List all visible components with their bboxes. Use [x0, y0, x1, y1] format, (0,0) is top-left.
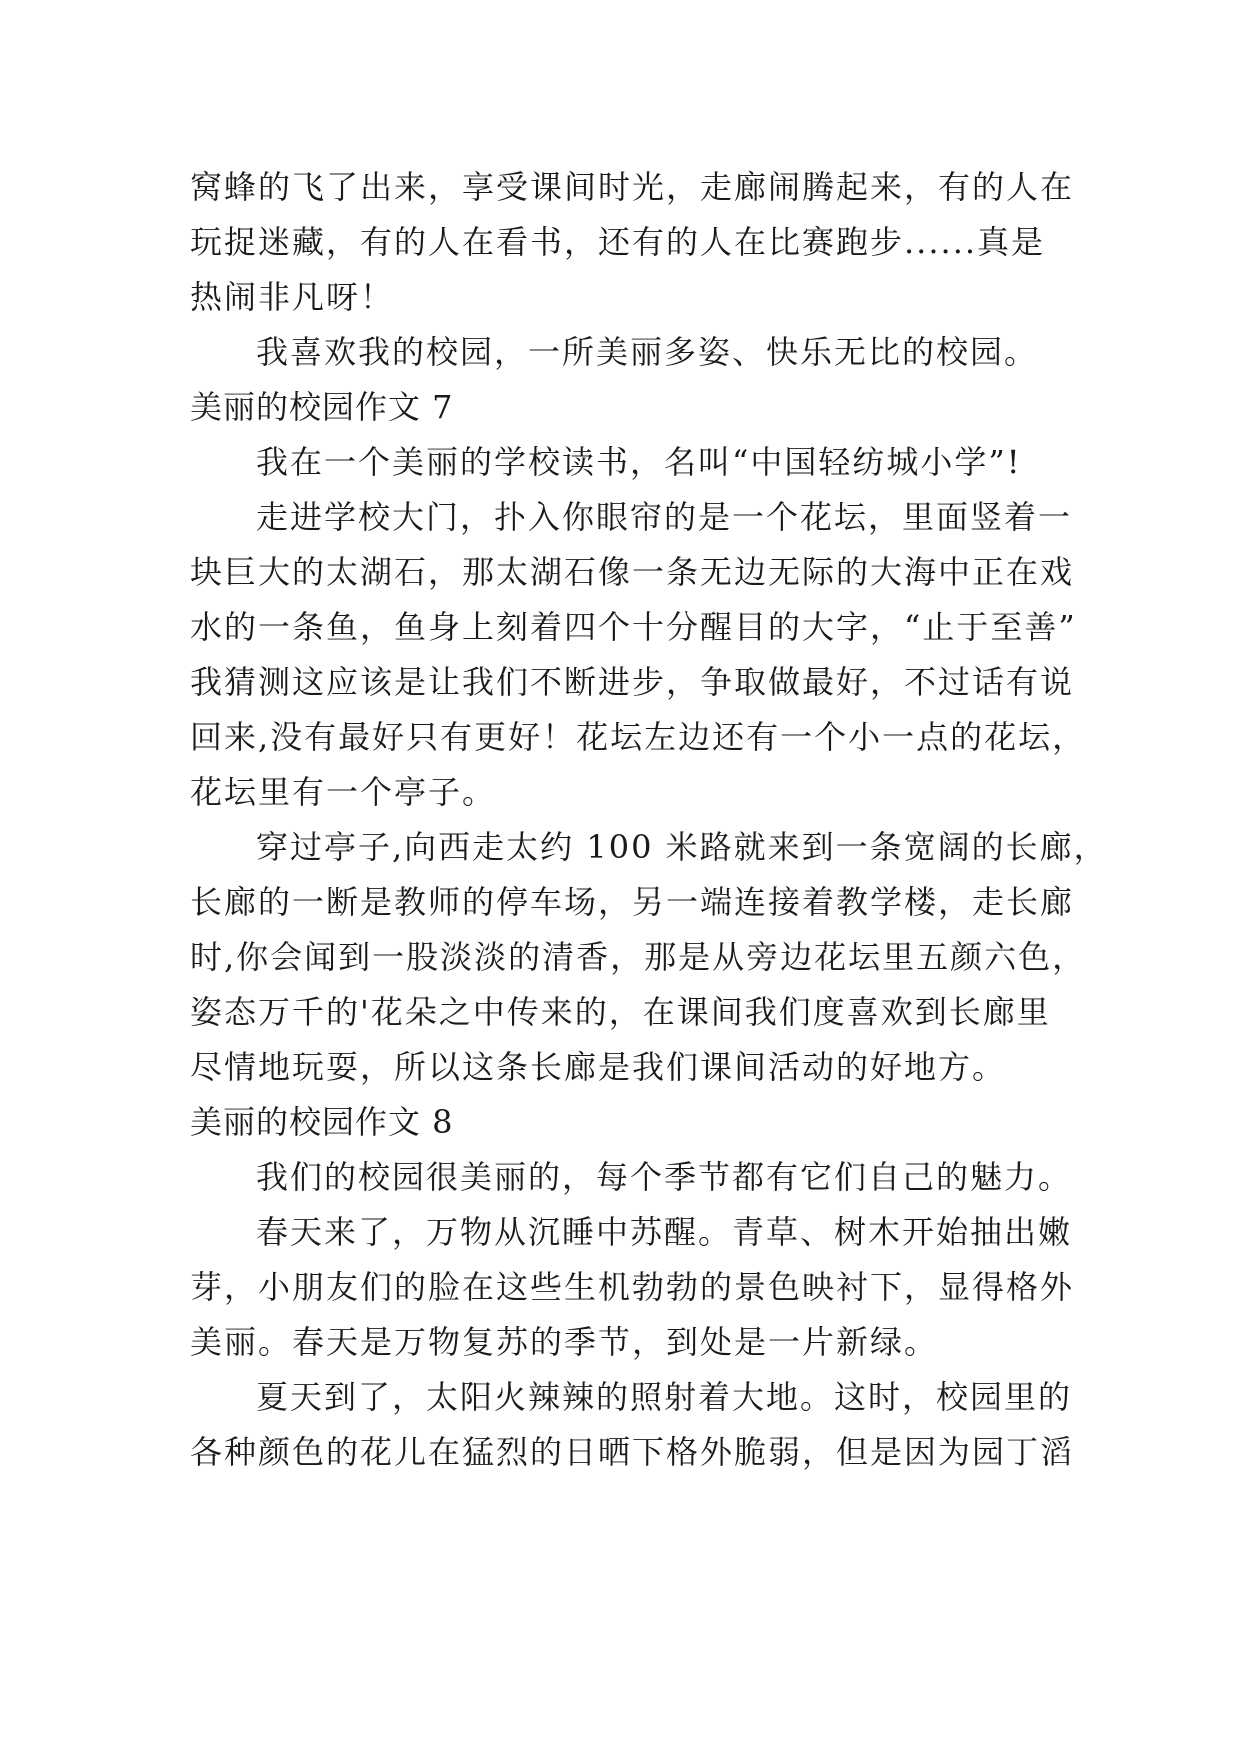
paragraph-line: 我喜欢我的校园，一所美丽多姿、快乐无比的校园。: [256, 333, 1039, 371]
paragraph-line: 块巨大的太湖石，那太湖石像一条无边无际的大海中正在戏: [190, 553, 1075, 591]
paragraph-line: 我们的校园很美丽的，每个季节都有它们自己的魅力。: [256, 1158, 1073, 1196]
paragraph-line: 夏天到了，太阳火辣辣的照射着大地。这时，校园里的: [256, 1378, 1073, 1416]
paragraph-line: 时,你会闻到一股淡淡的清香，那是从旁边花坛里五颜六色，: [190, 938, 1087, 976]
paragraph-line: 美丽。春天是万物复苏的季节，到处是一片新绿。: [190, 1323, 939, 1361]
paragraph-line: 花坛里有一个亭子。: [190, 773, 497, 811]
section-heading: 美丽的校园作文 8: [190, 1103, 454, 1141]
paragraph-line: 水的一条鱼，鱼身上刻着四个十分醒目的大字，“止于至善”: [190, 608, 1077, 646]
paragraph-line: 我猜测这应该是让我们不断进步，争取做最好，不过话有说: [190, 663, 1075, 701]
paragraph-line: 回来,没有最好只有更好！花坛左边还有一个小一点的花坛，: [190, 718, 1087, 756]
paragraph-line: 窝蜂的飞了出来，享受课间时光，走廊闹腾起来，有的人在: [190, 168, 1075, 206]
paragraph-line: 各种颜色的花儿在猛烈的日晒下格外脆弱，但是因为园丁滔: [190, 1433, 1075, 1471]
paragraph-line: 芽，小朋友们的脸在这些生机勃勃的景色映衬下，显得格外: [190, 1268, 1075, 1306]
paragraph-line: 姿态万千的'花朵之中传来的，在课间我们度喜欢到长廊里: [190, 993, 1051, 1031]
document-body: [190, 160, 1108, 1480]
section-heading: 美丽的校园作文 7: [190, 388, 454, 426]
paragraph-line: 穿过亭子,向西走太约 100 米路就来到一条宽阔的长廊，: [256, 828, 1108, 866]
paragraph-line: 玩捉迷藏，有的人在看书，还有的人在比赛跑步......真是: [190, 223, 1046, 261]
paragraph-line: 热闹非凡呀！: [190, 278, 395, 316]
paragraph-line: 我在一个美丽的学校读书，名叫“中国轻纺城小学”!: [256, 443, 1022, 481]
paragraph-line: 走进学校大门，扑入你眼帘的是一个花坛，里面竖着一: [256, 498, 1073, 536]
paragraph-line: 长廊的一断是教师的停车场，另一端连接着教学楼，走长廊: [190, 883, 1075, 921]
paragraph-line: 春天来了，万物从沉睡中苏醒。青草、树木开始抽出嫩: [256, 1213, 1073, 1251]
paragraph-line: 尽情地玩耍，所以这条长廊是我们课间活动的好地方。: [190, 1048, 1007, 1086]
